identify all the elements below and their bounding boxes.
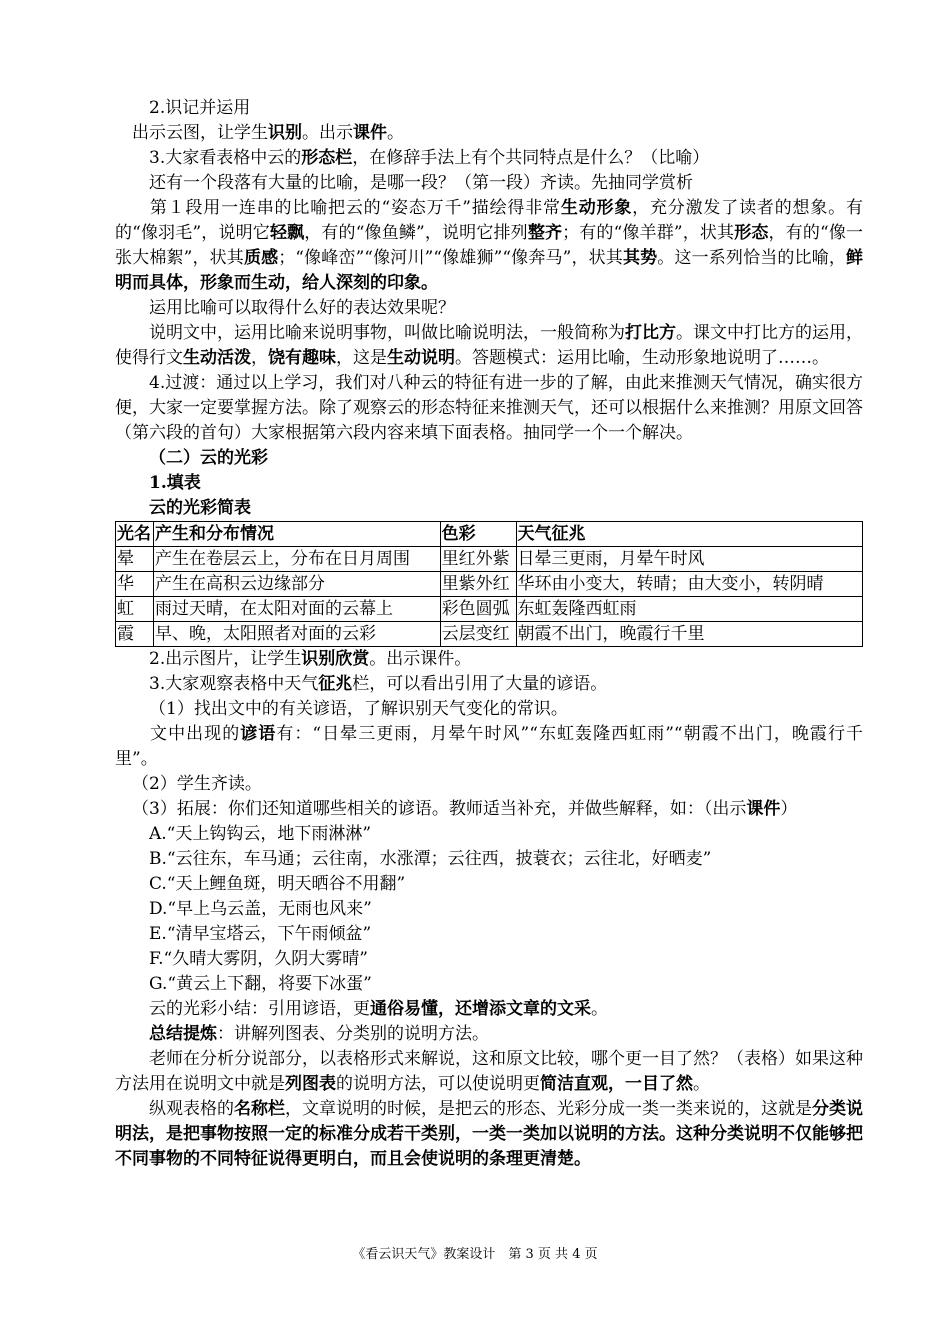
paragraph-metaphor-section: 还有一个段落有大量的比喻，是哪一段？（第一段）齐读。先抽同学赏析	[149, 173, 693, 193]
table-cell: 产生在高积云边缘部分	[153, 572, 440, 597]
table-cell: 雨过天晴，在太阳对面的云幕上	[153, 597, 440, 622]
paragraph-classification-method: 纵观表格的名称栏，文章说明的时候，是把云的形态、光彩分成一类一类来说的，这就是分类说明法，是把事物按照一定的标准分成若干类别，一类一类加以说明的方法。这种分类说明不仅能够把不同事物的不同特征说得更明白，而且会使说明的条理更清楚。	[115, 1099, 863, 1169]
table-header-cell: 光名	[116, 522, 154, 547]
paragraph-extension: （3）拓展：你们还知道哪些相关的谚语。教师适当补充，并做些解释，如：（出示课件）	[132, 799, 798, 819]
paragraph-shape-column-question: 3.大家看表格中云的形态栏，在修辞手法上有个共同特点是什么？（比喻）	[149, 148, 710, 168]
list-item-proverb: C.“天上鲤鱼斑，明天晒谷不用翻”	[149, 874, 406, 894]
section-heading-cloud-colors: （二）云的光彩	[149, 448, 268, 468]
table-cell: 朝霞不出门，晚霞行千里	[516, 622, 863, 647]
step-heading-fill-table: 1.填表	[149, 473, 201, 493]
table-cell: 日晕三更雨，月晕午时风	[516, 547, 863, 572]
paragraph-chart-method: 老师在分析分说部分，以表格形式来解说，这和原文比较，哪个更一目了然？（表格）如果这种方法用在说明文中就是列图表的说明方法，可以使说明更简洁直观，一目了然。	[115, 1049, 863, 1094]
table-cell: 产生在卷层云上，分布在日月周围	[153, 547, 440, 572]
list-item-proverb: B.“云往东，车马通；云往南，水涨潭；云往西，披蓑衣；云往北，好晒麦”	[149, 849, 712, 869]
table-cell: 里红外紫	[440, 547, 516, 572]
table-cell: 晕	[116, 547, 154, 572]
list-item-proverb: F.“久晴大雾阴，久阴大雾晴”	[149, 949, 368, 969]
table-cell: 彩色圆弧	[440, 597, 516, 622]
list-item-proverb: D.“早上乌云盖，无雨也风来”	[149, 899, 372, 919]
table-cell: 华	[116, 572, 154, 597]
paragraph-metaphor-method: 说明文中，运用比喻来说明事物，叫做比喻说明法，一般简称为打比方。课文中打比方的运用，使得行文生动活泼，饶有趣味，这是生动说明。答题模式：运用比喻，生动形象地说明了……。	[115, 323, 863, 368]
table-cell: 霞	[116, 622, 154, 647]
list-item-proverb: A.“天上钩钩云，地下雨淋淋”	[149, 824, 372, 844]
paragraph-transition: 4.过渡：通过以上学习，我们对八种云的特征有进一步的了解，由此来推测天气情况，确实很方便，大家一定要掌握方法。除了观察云的形态特征来推测天气，还可以根据什么来推测？用原文回答（第六段的首句）大家根据第六段内容来填下面表格。抽同学一个一个解决。	[115, 373, 863, 443]
table-cell: 虹	[116, 597, 154, 622]
paragraph-metaphor-effect-question: 运用比喻可以取得什么好的表达效果呢？	[149, 298, 455, 318]
paragraph-metaphor-analysis: 第１段用一连串的比喻把云的“姿态万千”描绘得非常生动形象，充分激发了读者的想象。有的“像羽毛”，说明它轻飘，有的“像鱼鳞”，说明它排列整齐；有的“像羊群”，状其形态，有的“像一张大棉絮”，状其质感；“像峰峦”“像河川”“像雄狮”“像奔马”，状其其势。这一系列恰当的比喻，鲜明而具体，形象而生动，给人深刻的印象。	[115, 198, 864, 293]
table-row	[116, 622, 863, 647]
table-cell: 东虹轰隆西虹雨	[516, 597, 863, 622]
list-item-proverb: E.“清早宝塔云，下午雨倾盆”	[149, 924, 372, 944]
table-cell: 早、晚，太阳照者对面的云彩	[153, 622, 440, 647]
paragraph-proverb-column: 3.大家观察表格中天气征兆栏，可以看出引用了大量的谚语。	[149, 674, 608, 694]
paragraph-summary-refine: 总结提炼：讲解列图表、分类别的说明方法。	[149, 1024, 489, 1044]
cloud-colors-table	[115, 521, 863, 647]
page-footer: 《看云识天气》教案设计 第 3 页 共 4 页	[352, 1247, 598, 1262]
table-header-row	[116, 522, 863, 547]
table-cell: 华环由小变大，转晴；由大变小，转阴晴	[516, 572, 863, 597]
step-heading-recognize: 2.识记并运用	[149, 98, 251, 118]
paragraph-proverbs-in-text: 文中出现的谚语有：“日晕三更雨，月晕午时风”“东虹轰隆西虹雨”“朝霞不出门，晚霞行千里”。	[115, 724, 863, 769]
table-cell: 里紫外红	[440, 572, 516, 597]
document-page	[115, 96, 863, 1172]
table-header-cell: 产生和分布情况	[153, 522, 440, 547]
paragraph-find-proverbs: （1）找出文中的有关谚语，了解识别天气变化的常识。	[149, 699, 568, 719]
table-title: 云的光彩简表	[149, 498, 251, 518]
paragraph-colors-summary: 云的光彩小结：引用谚语，更通俗易懂，还增添文章的文采。	[149, 999, 608, 1019]
paragraph-show-cloud-images: 出示云图，让学生识别。出示课件。	[132, 123, 404, 143]
paragraph-read-aloud: （2）学生齐读。	[132, 774, 262, 794]
table-header-cell: 色彩	[440, 522, 516, 547]
list-item-proverb: G.“黄云上下翻，将要下冰蛋”	[149, 974, 372, 994]
table-row	[116, 597, 863, 622]
table-row	[116, 572, 863, 597]
table-header-cell: 天气征兆	[516, 522, 863, 547]
table-row	[116, 547, 863, 572]
paragraph-show-pictures: 2.出示图片，让学生识别欣赏。出示课件。	[149, 649, 472, 669]
table-cell: 云层变红	[440, 622, 516, 647]
